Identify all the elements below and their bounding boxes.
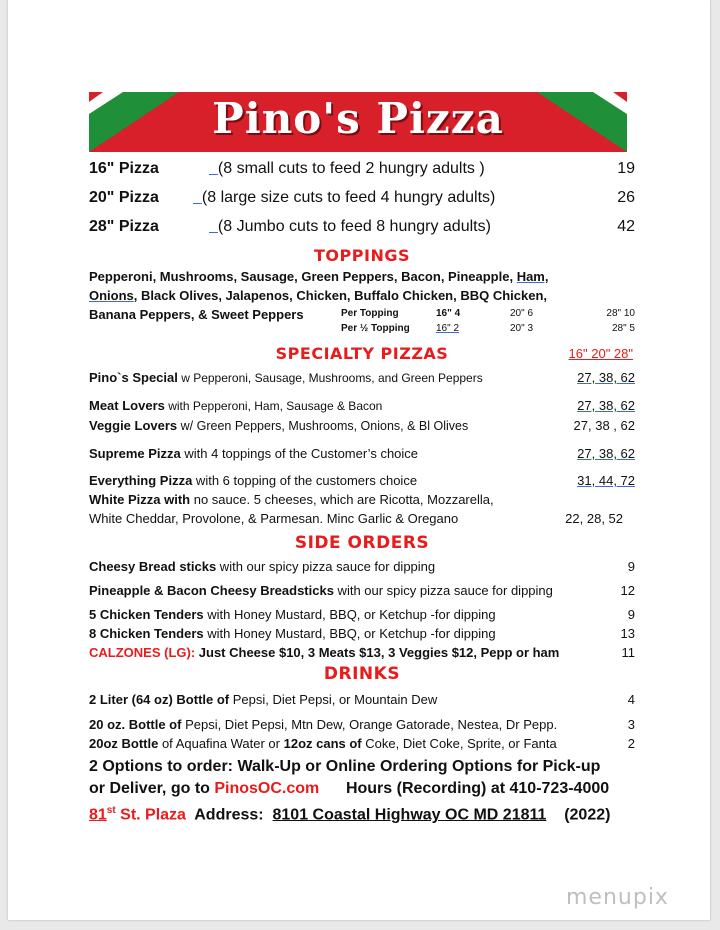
size-price: 42 <box>617 217 635 235</box>
drinks-heading: DRINKS <box>323 664 401 684</box>
size-row <box>89 154 635 183</box>
per-half-topping-row: Per ½ Topping 16" 2 20" 3 28" 5 <box>341 323 635 334</box>
size-price: 26 <box>617 188 635 206</box>
list-item: 2 Liter (64 oz) Bottle of Pepsi, Diet Pepsi, or Mountain Dew 4 <box>89 692 635 707</box>
size-desc: (8 large size cuts to feed 4 hungry adults) <box>201 188 496 206</box>
menu-content <box>89 92 635 826</box>
side-orders-heading: SIDE ORDERS <box>294 533 430 553</box>
header-banner <box>89 92 627 152</box>
specialty-size-header: 16" 20" 28" <box>568 346 633 361</box>
watermark: menupix <box>566 885 669 910</box>
list-item: Meat Lovers with Pepperoni, Ham, Sausage & Bacon 27, 38, 62 <box>89 398 635 413</box>
list-item: Pino`s Special w Pepperoni, Sausage, Mushrooms, and Green Peppers 27, 38, 62 <box>89 370 635 385</box>
address-line: 81st St. Plaza Address: 8101 Coastal Highway OC MD 21811 (2022) <box>89 805 611 824</box>
list-item: 8 Chicken Tenders with Honey Mustard, BBQ, or Ketchup -for dipping 13 <box>89 626 635 641</box>
restaurant-logo-title: Pino's Pizza <box>212 94 504 143</box>
toppings-line: Onions, Black Olives, Jalapenos, Chicken, Buffalo Chicken, BBQ Chicken, <box>89 288 548 303</box>
calzones-item: CALZONES (LG): Just Cheese $10, 3 Meats $13, 3 Veggies $12, Pepp or ham 11 <box>89 645 635 660</box>
toppings-heading: TOPPINGS <box>314 246 410 265</box>
specialty-heading: SPECIALTY PIZZAS <box>275 344 449 363</box>
list-item: 5 Chicken Tenders with Honey Mustard, BBQ, or Ketchup -for dipping 9 <box>89 607 635 622</box>
size-desc: (8 Jumbo cuts to feed 8 hungry adults) <box>217 217 491 235</box>
size-desc: (8 small cuts to feed 2 hungry adults ) <box>217 159 485 177</box>
pizza-sizes <box>89 154 635 241</box>
list-item: White Pizza with no sauce. 5 cheeses, which are Ricotta, Mozzarella, <box>89 492 494 507</box>
size-row <box>89 183 635 212</box>
specialty-header <box>89 340 635 366</box>
drinks-list <box>89 690 635 753</box>
toppings-line: Banana Peppers, & Sweet Peppers Per Topping 16" 4 20" 6 28" 10 Per ½ Topping 16" 2 20" 3 28" 5 <box>89 307 635 334</box>
order-info <box>89 756 635 826</box>
per-topping-prices <box>341 305 635 336</box>
size-label: 16" Pizza <box>89 159 159 177</box>
side-orders-list <box>89 557 635 662</box>
size-row <box>89 212 635 241</box>
website-hours-line: or Deliver, go to PinosOC.com Hours (Recording) at 410-723-4000 <box>89 780 610 797</box>
order-options-line: 2 Options to order: Walk-Up or Online Ordering Options for Pick-up <box>89 758 601 775</box>
website-link[interactable]: PinosOC.com <box>214 780 320 797</box>
size-label: 20" Pizza <box>89 188 159 206</box>
toppings-list <box>89 267 635 336</box>
list-item: 20oz Bottle of Aquafina Water or 12oz cans of Coke, Diet Coke, Sprite, or Fanta 2 <box>89 736 635 751</box>
list-item: Veggie Lovers w/ Green Peppers, Mushrooms, Onions, & Bl Olives 27, 38 , 62 <box>89 418 635 433</box>
list-item: Pineapple & Bacon Cheesy Breadsticks with our spicy pizza sauce for dipping 12 <box>89 583 635 598</box>
size-label: 28" Pizza <box>89 217 159 235</box>
list-item: Everything Pizza with 6 topping of the customers choice 31, 44, 72 <box>89 473 635 488</box>
list-item: Supreme Pizza with 4 toppings of the Customer’s choice 27, 38, 62 <box>89 446 635 461</box>
per-topping-row: Per Topping 16" 4 20" 6 28" 10 <box>341 308 635 319</box>
specialty-list <box>89 368 635 528</box>
toppings-line: Pepperoni, Mushrooms, Sausage, Green Peppers, Bacon, Pineapple, Ham, <box>89 269 549 284</box>
list-item: 20 oz. Bottle of Pepsi, Diet Pepsi, Mtn Dew, Orange Gatorade, Nestea, Dr Pepp. 3 <box>89 717 635 732</box>
menu-page <box>8 0 710 920</box>
size-price: 19 <box>617 159 635 177</box>
list-item: White Cheddar, Provolone, & Parmesan. Minc Garlic & Oregano 22, 28, 52 <box>89 511 623 526</box>
list-item: Cheesy Bread sticks with our spicy pizza sauce for dipping 9 <box>89 559 635 574</box>
